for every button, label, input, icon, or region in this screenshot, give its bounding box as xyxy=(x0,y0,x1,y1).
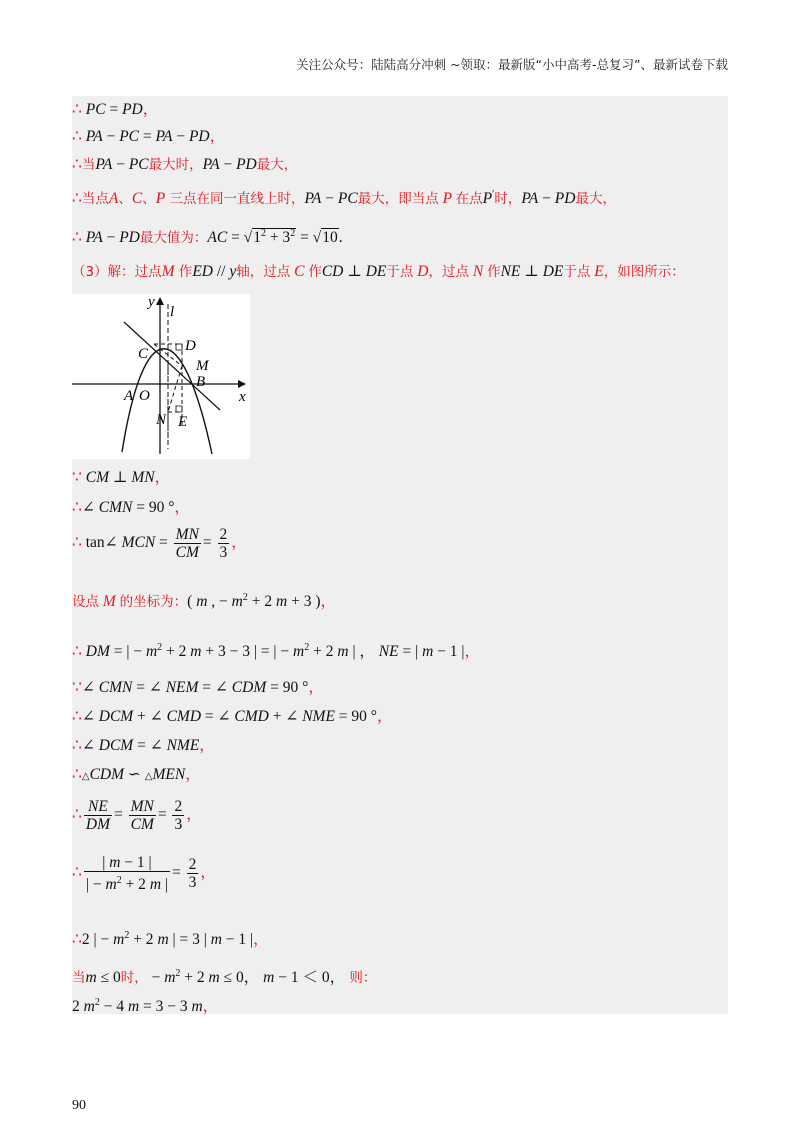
line-6: （3）解：过点M 作ED // y轴，过点 C 作CD ⊥ DE于点 D，过点 N 作NE ⊥ DE于点 E，如图所示： xyxy=(72,263,685,280)
line-3: ∴当PA − PC最大时，PA − PD最大， xyxy=(72,156,298,173)
line-2: ∴ PA − PC = PA − PD， xyxy=(72,128,226,145)
label-e: E xyxy=(178,414,188,430)
figure-svg xyxy=(72,294,250,459)
parabola-figure xyxy=(72,294,250,459)
line-16: ∴ $\frac{NE}{DM}$ = $\frac{MN}{CM}$ = $\frac{2}{3}$ ， xyxy=(72,798,202,833)
line-1: ∴ PC = PD， xyxy=(72,101,159,118)
label-a: A xyxy=(124,388,134,404)
label-n: N xyxy=(156,412,167,428)
line-14: ∴∠ DCM = ∠ NME， xyxy=(72,737,215,754)
label-y: y xyxy=(148,294,155,310)
label-b: B xyxy=(196,374,206,390)
page-number: 90 xyxy=(72,1098,86,1113)
line-8: ∴∠ CMN = 90 °， xyxy=(72,499,190,516)
line-15: ∴△CDM ∽ △MEN， xyxy=(72,766,201,783)
line-13: ∴∠ DCM + ∠ CMD = ∠ CMD + ∠ NME = 90 °， xyxy=(72,708,393,725)
label-x: x xyxy=(239,389,246,405)
solution-content xyxy=(72,96,728,1014)
right-angle-d-icon xyxy=(176,344,182,350)
line-20: 2 $m^2 - 4$ m = 3 − 3 m， xyxy=(72,997,219,1016)
line-18: ∴2 | − $m^2 + 2$ m | = 3 | m − 1 |， xyxy=(72,930,269,949)
right-angle-e-icon xyxy=(176,406,182,412)
label-d: D xyxy=(185,338,196,354)
line-19: 当m ≤ 0时， − $m^2 + 2$ m ≤ 0， m − 1 ＜ 0， 则： xyxy=(72,968,377,987)
y-axis-arrow-icon xyxy=(156,297,164,305)
label-o: O xyxy=(139,388,150,404)
label-c: C xyxy=(138,346,149,362)
label-m: M xyxy=(196,358,209,374)
line-10: 设点 M 的坐标为：( m , − $m^2 + 2$ m + 3 )， xyxy=(72,592,336,611)
label-l: l xyxy=(170,304,175,320)
line-12: ∵∠ CMN = ∠ NEM = ∠ CDM = 90 °， xyxy=(72,679,324,696)
line-4: ∴当点A、C、P 三点在同一直线上时，PA − PC最大，即当点 P 在点P′时，PA − PD最大， xyxy=(72,189,616,208)
x-axis-arrow-icon xyxy=(238,380,246,388)
line-11: ∴ DM = | − $m^2 + 2$ m + 3 − 3 | = | − $m^2 + 2$ m | ， NE = | m − 1 |， xyxy=(72,642,481,661)
line-7: ∵ CM ⊥ MN， xyxy=(72,469,171,486)
page-header: 关注公众号：陆陆高分冲刺 ~领取：最新版“小中高考-总复习”、最新试卷下载 xyxy=(296,57,728,72)
line-mn xyxy=(168,366,182,412)
line-17: ∴ $\frac{| m - 1 |}{| - m^2 + 2 m |}$ = $\frac{2}{3}$ ， xyxy=(72,854,216,894)
line-9: ∴ tan∠ MCN = $\frac{MN}{CM}$ = $\frac{2}{3}$ ， xyxy=(72,526,247,561)
line-5: ∴ PA − PD最大值为：AC = $√1^2 + 3^2 = √10$. xyxy=(72,228,343,247)
